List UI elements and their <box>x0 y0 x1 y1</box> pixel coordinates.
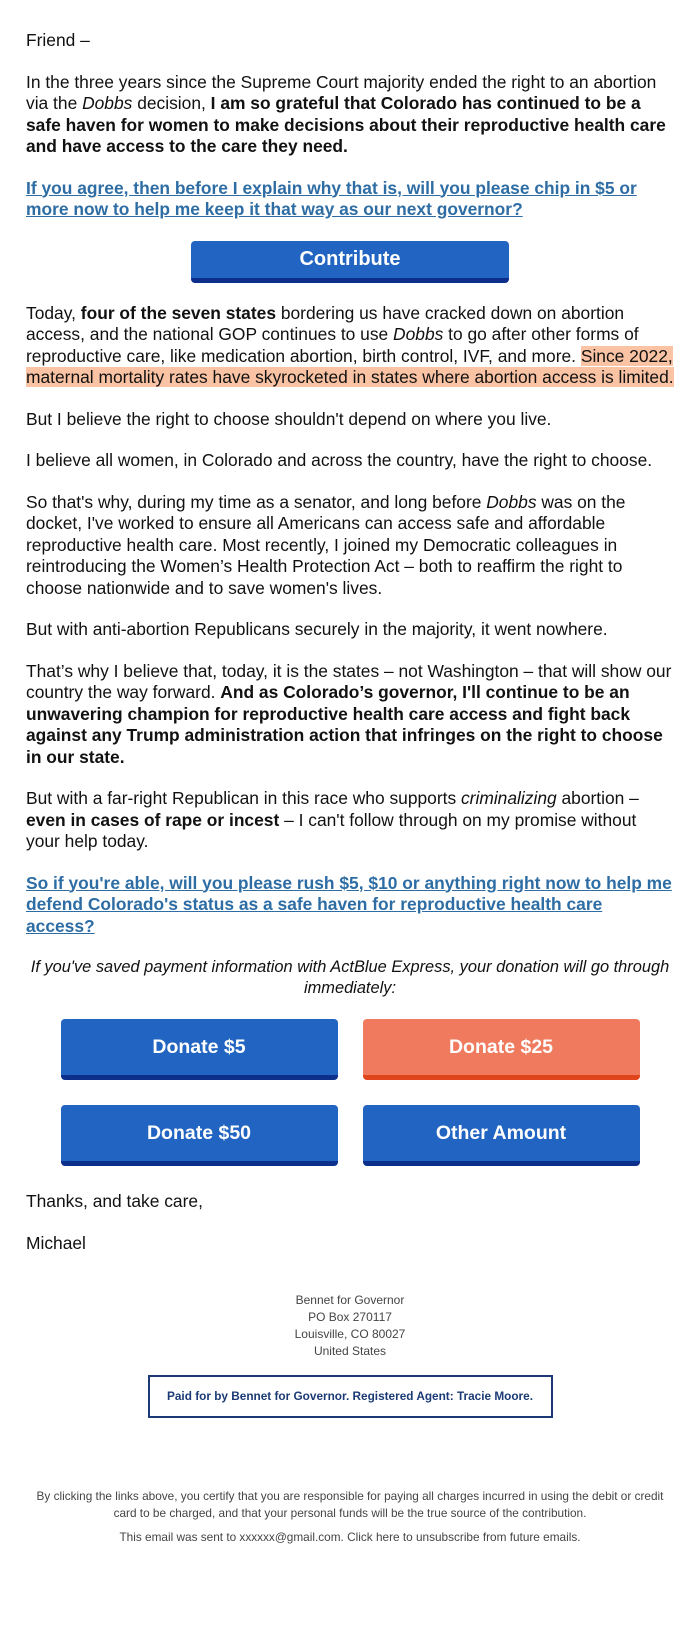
ask-link-1[interactable]: If you agree, then before I explain why that is, will you please chip in $5 or more now to help me keep it that way as our next governor? <box>26 177 637 219</box>
governor-paragraph <box>26 661 674 769</box>
ask-link-2[interactable]: So if you're able, will you please rush $5, $10 or anything right now to help me defend Colorado's status as a safe haven for reproductive health care access? <box>26 872 672 936</box>
republican-text: But with a far-right Republican in this race who supports <box>26 788 461 808</box>
senator-paragraph <box>26 492 674 600</box>
ask-paragraph-1 <box>26 178 674 221</box>
legal-disclaimer: By clicking the links above, you certify that you are responsible for paying all charges incurred in using the debit or credit card to be charged, and that your personal funds will be the true source of the contribution. <box>36 1489 664 1520</box>
intro-bold: I am so grateful that Colorado has continued to be a safe haven for women to make decisions about their reproductive health care and have access to the care they need. <box>26 93 666 156</box>
donate-button-grid <box>26 1019 674 1166</box>
criminalizing-italic: criminalizing <box>460 788 557 808</box>
intro-paragraph <box>26 72 674 158</box>
dobbs-italic: Dobbs <box>393 324 444 344</box>
country: United States <box>313 1344 387 1358</box>
donate-50-button[interactable]: Donate $50 <box>61 1105 338 1166</box>
states-text: Today, <box>26 302 81 323</box>
contribute-wrap <box>26 241 674 283</box>
dobbs-italic: Dobbs <box>82 93 133 113</box>
governor-text: That’s why I believe that, today, it is the states – not Washington – that will show our country the way forward. <box>26 660 672 702</box>
intro-text: In the three years since the Supreme Court majority ended the right to an abortion via the <box>26 71 657 113</box>
po-box: PO Box 270117 <box>308 1310 392 1324</box>
footer <box>0 1292 700 1546</box>
donate-25-button[interactable]: Donate $25 <box>363 1019 640 1080</box>
greeting: Friend – <box>26 30 90 50</box>
express-note: If you've saved payment information with ActBlue Express, your donation will go through immediately: <box>30 958 670 997</box>
states-text-2: bordering us have cracked down on abortion access, and the national GOP continues to use <box>26 302 625 344</box>
republican-text-2: abortion – <box>556 788 639 808</box>
contribute-button[interactable]: Contribute <box>191 241 509 283</box>
other-amount-button[interactable]: Other Amount <box>363 1105 640 1166</box>
rape-incest-bold: even in cases of rape or incest <box>26 809 280 830</box>
states-paragraph <box>26 303 674 389</box>
signoff: Thanks, and take care, <box>26 1191 203 1211</box>
donate-5-button[interactable]: Donate $5 <box>61 1019 338 1080</box>
governor-bold: And as Colorado’s governor, I'll continue to be an unwavering champion for reproductive health care access and fight back against any Trump administration action that infringes on the right to choose in our state. <box>26 682 663 767</box>
senator-text: So that's why, during my time as a senator, and long before <box>26 491 487 512</box>
states-text-3: to go after other forms of reproductive care, like medication abortion, birth control, IVF, and more. <box>26 324 639 366</box>
mailing-address <box>0 1292 700 1360</box>
unsubscribe-link[interactable]: This email was sent to xxxxxx@gmail.com. Click here to unsubscribe from future emails. <box>119 1530 581 1544</box>
states-bold: four of the seven states <box>80 302 276 323</box>
republican-text-3: – I can't follow through on my promise without your help today. <box>26 809 637 851</box>
signature: Michael <box>26 1232 86 1253</box>
senator-text-2: was on the docket, I've worked to ensure all Americans can access safe and affordable reproductive health care. Most recently, I joined my Democratic colleagues in reintroducing the Women’s Health Protection Act – both to reaffirm the right to choose nationwide and to save women's lives. <box>26 491 626 598</box>
majority-paragraph: But with anti-abortion Republicans securely in the majority, it went nowhere. <box>26 619 608 639</box>
paid-for-disclaimer: Paid for by Bennet for Governor. Registered Agent: Tracie Moore. <box>148 1375 553 1418</box>
intro-text-2: decision, <box>132 93 211 113</box>
ask-paragraph-2 <box>26 873 674 938</box>
belief-paragraph: But I believe the right to choose shouldn't depend on where you live. <box>26 408 552 429</box>
mortality-highlight: Since 2022, maternal mortality rates have skyrocketed in states where abortion access is limited. <box>26 345 674 387</box>
dobbs-italic: Dobbs <box>486 491 537 512</box>
women-paragraph: I believe all women, in Colorado and across the country, have the right to choose. <box>26 450 653 470</box>
republican-paragraph <box>26 788 674 853</box>
org-name: Bennet for Governor <box>295 1293 405 1307</box>
city-line: Louisville, CO 80027 <box>294 1327 406 1341</box>
